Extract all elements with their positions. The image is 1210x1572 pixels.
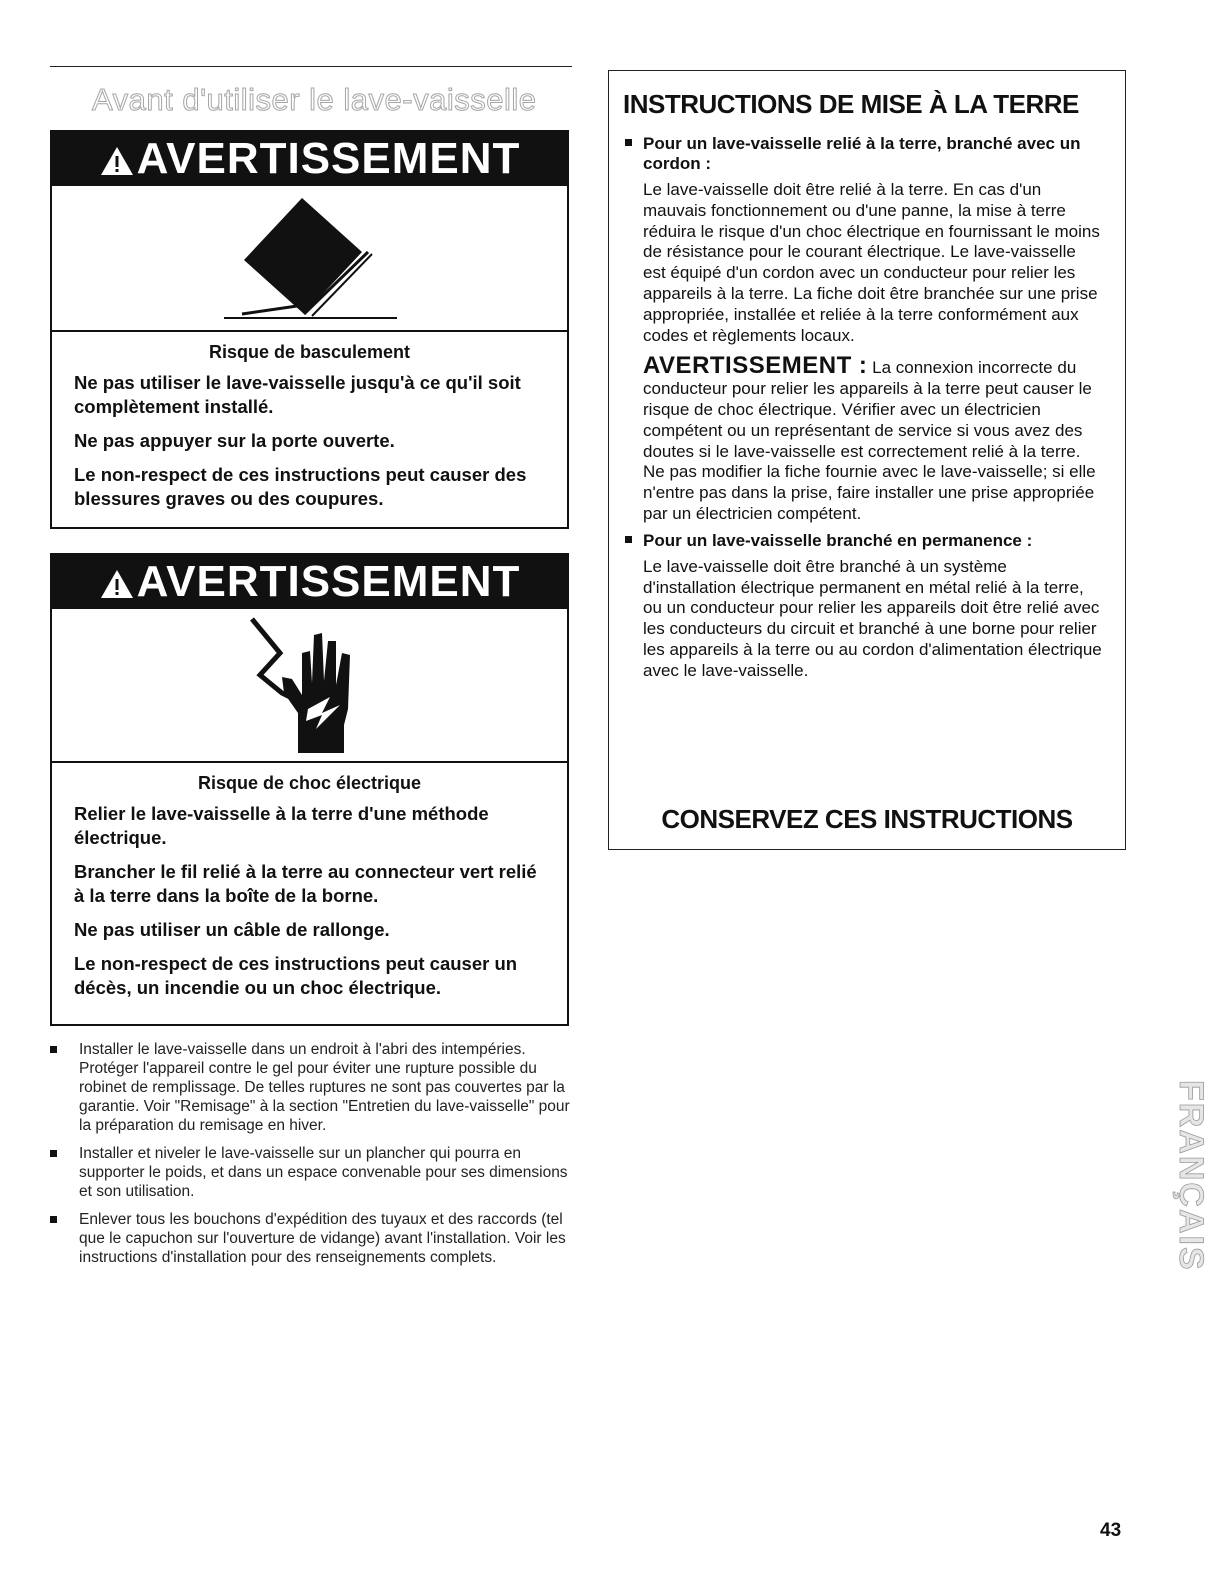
- warning-triangle-icon: [99, 568, 135, 600]
- warning-line: Le non-respect de ces instructions peut causer un décès, un incendie ou un choc électrique.: [74, 953, 518, 998]
- bullet-icon: [50, 1150, 57, 1157]
- bullet-icon: [50, 1046, 57, 1053]
- warning-header-text: AVERTISSEMENT: [136, 557, 521, 606]
- shock-warning-box: [50, 553, 569, 1026]
- page-number: 43: [1100, 1520, 1122, 1541]
- pictogram-area: [52, 609, 567, 763]
- risk-title: Risque de choc électrique: [197, 773, 422, 793]
- warning-line: Ne pas utiliser le lave-vaisselle jusqu'à ce qu'il soit complètement installé.: [74, 372, 521, 417]
- grounding-warning: [623, 352, 1103, 524]
- warning-line: Brancher le fil relié à la terre au connecteur vert relié à la terre dans la boîte de la borne.: [74, 861, 537, 906]
- language-label-graphic: [1150, 1080, 1210, 1340]
- warning-header: [52, 132, 567, 186]
- grounding-paragraph: Le lave-vaisselle doit être relié à la terre. En cas d'un mauvais fonctionnement ou d'une panne, la mise à terre réduira le risque d'un choc électrique en fournissant le moins de résistance pour le courant électrique. Le lave-vaisselle est équipé d'un cordon avec un conducteur pour relier les appareils à la terre. La fiche doit être branchée sur une prise appropriée, installée et reliée à la terre conformément aux codes et règlements locaux.: [643, 180, 1100, 345]
- warning-triangle-icon: [99, 145, 135, 177]
- warning-header-text: AVERTISSEMENT: [136, 134, 521, 183]
- grounding-content: [623, 134, 1103, 682]
- list-item: [50, 1210, 570, 1267]
- grounding-title: INSTRUCTIONS DE MISE À LA TERRE: [623, 89, 1079, 119]
- warning-lead: AVERTISSEMENT :: [643, 352, 868, 380]
- tipping-dishwasher-icon: [192, 190, 432, 330]
- warning-line: Le non-respect de ces instructions peut causer des blessures graves ou des coupures.: [74, 464, 527, 509]
- warning-line: Relier le lave-vaisselle à la terre d'une méthode électrique.: [74, 803, 489, 848]
- list-item-text: Enlever tous les bouchons d'expédition des tuyaux et des raccords (tel que le capuchon sur l'ouverture de vidange) avant l'installation. Voir les instructions d'installation pour des renseignements complets.: [79, 1211, 566, 1266]
- list-item-text: Installer et niveler le lave-vaisselle sur un plancher qui pourra en supporter le poids, et dans un espace convenable pour ses dimensions et son utilisation.: [79, 1145, 568, 1200]
- grounding-paragraph: Le lave-vaisselle doit être branché à un système d'installation électrique permanent en métal relié à la terre, ou un conducteur pour relier les appareils doit être relié avec les conducteurs du circuit et branché à une borne pour relier les appareils à la terre ou au cordon d'alimentation électrique avec le lave-vaisselle.: [643, 556, 1102, 680]
- risk-title: Risque de basculement: [208, 342, 411, 362]
- warning-text: La connexion incorrecte du conducteur pour relier les appareils à la terre peut causer le risque de choc électrique. Vérifier avec un électricien compétent ou un représentant de service si vous avez des doutes si le lave-vaisselle est correctement relié à la terre. Ne pas modifier la fiche fournie avec le lave-vaisselle; si elle n'entre pas dans la prise, faire installer une prise appropriée par un électricien compétent.: [643, 358, 1096, 523]
- warning-line: Ne pas appuyer sur la porte ouverte.: [74, 430, 395, 451]
- language-side-label: [1150, 1080, 1210, 1340]
- bullet-icon: [625, 536, 632, 543]
- top-rule: [50, 66, 572, 67]
- list-item: [50, 1040, 570, 1135]
- list-item: [50, 1144, 570, 1201]
- electric-shock-hand-icon: [222, 613, 402, 763]
- installation-bullets: [50, 1040, 570, 1276]
- subheading-text: Pour un lave-vaisselle relié à la terre, branché avec un cordon :: [643, 134, 1081, 173]
- section-title: Avant d'utiliser le lave-vaisselle: [92, 82, 537, 117]
- svg-text:FRANÇAIS: FRANÇAIS: [1172, 1080, 1210, 1272]
- pictogram-area: [52, 186, 567, 332]
- bullet-icon: [625, 139, 632, 146]
- warning-header: [52, 555, 567, 609]
- list-item-text: Installer le lave-vaisselle dans un endroit à l'abri des intempéries. Protéger l'appareil contre le gel pour éviter une rupture possible du robinet de remplissage. De telles ruptures ne sont pas couvertes par la garantie. Voir "Remisage" à la section "Entretien du lave-vaisselle" pour la préparation du remisage en hiver.: [79, 1041, 570, 1134]
- grounding-subheading: [623, 531, 1103, 551]
- warning-line: Ne pas utiliser un câble de rallonge.: [74, 919, 390, 940]
- grounding-subheading: [623, 134, 1103, 174]
- tipping-warning-box: [50, 130, 569, 529]
- bullet-icon: [50, 1216, 57, 1223]
- subheading-text: Pour un lave-vaisselle branché en permanence :: [643, 530, 1033, 550]
- conserve-instructions: CONSERVEZ CES INSTRUCTIONS: [661, 804, 1073, 834]
